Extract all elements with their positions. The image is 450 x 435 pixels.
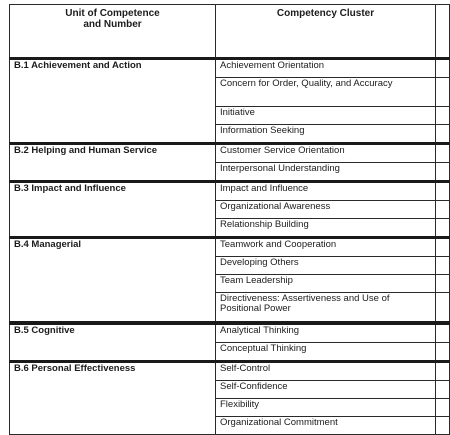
extra-cell — [436, 417, 450, 435]
cluster-cell: Team Leadership — [216, 275, 436, 293]
extra-cell — [436, 78, 450, 107]
extra-cell — [436, 399, 450, 417]
table-row — [10, 59, 450, 78]
extra-column-header — [436, 5, 450, 59]
unit-group-b6 — [10, 362, 450, 435]
cluster-cell: Teamwork and Cooperation — [216, 238, 436, 257]
table-row — [10, 323, 450, 343]
extra-cell — [436, 362, 450, 381]
cluster-cell: Customer Service Orientation — [216, 144, 436, 163]
unit-cell: B.1 Achievement and Action — [10, 59, 216, 144]
unit-header-line-2: and Number — [83, 19, 142, 30]
unit-cell: B.6 Personal Effectiveness — [10, 362, 216, 435]
cluster-cell: Directiveness: Assertiveness and Use of Positional Power — [216, 293, 436, 324]
unit-group-b4 — [10, 238, 450, 324]
cluster-cell: Self-Control — [216, 362, 436, 381]
cluster-cell: Self-Confidence — [216, 381, 436, 399]
extra-cell — [436, 182, 450, 201]
extra-cell — [436, 293, 450, 324]
cluster-cell: Information Seeking — [216, 125, 436, 144]
extra-cell — [436, 107, 450, 125]
table-row — [10, 362, 450, 381]
table-header — [10, 5, 450, 59]
unit-column-header — [10, 5, 216, 59]
table-row — [10, 144, 450, 163]
cluster-cell: Relationship Building — [216, 219, 436, 238]
cluster-cell: Conceptual Thinking — [216, 343, 436, 362]
unit-group-b1 — [10, 59, 450, 144]
cluster-cell: Analytical Thinking — [216, 323, 436, 343]
unit-cell: B.2 Helping and Human Service — [10, 144, 216, 182]
extra-cell — [436, 144, 450, 163]
extra-cell — [436, 257, 450, 275]
unit-cell: B.3 Impact and Influence — [10, 182, 216, 238]
cluster-cell: Organizational Awareness — [216, 201, 436, 219]
cluster-cell: Organizational Commitment — [216, 417, 436, 435]
table-row — [10, 238, 450, 257]
unit-header-line-1: Unit of Competence — [65, 8, 160, 19]
unit-cell: B.4 Managerial — [10, 238, 216, 324]
extra-cell — [436, 59, 450, 78]
extra-cell — [436, 163, 450, 182]
cluster-cell: Achievement Orientation — [216, 59, 436, 78]
extra-cell — [436, 323, 450, 343]
extra-cell — [436, 201, 450, 219]
extra-cell — [436, 275, 450, 293]
competency-table — [9, 4, 450, 435]
header-row — [10, 5, 450, 59]
cluster-cell: Developing Others — [216, 257, 436, 275]
cluster-cell: Initiative — [216, 107, 436, 125]
table-row — [10, 182, 450, 201]
extra-cell — [436, 125, 450, 144]
cluster-cell: Interpersonal Understanding — [216, 163, 436, 182]
unit-cell: B.5 Cognitive — [10, 323, 216, 362]
cluster-cell: Concern for Order, Quality, and Accuracy — [216, 78, 436, 107]
cluster-cell: Flexibility — [216, 399, 436, 417]
extra-cell — [436, 381, 450, 399]
unit-group-b5 — [10, 323, 450, 362]
unit-group-b3 — [10, 182, 450, 238]
extra-cell — [436, 343, 450, 362]
extra-cell — [436, 219, 450, 238]
cluster-cell: Impact and Influence — [216, 182, 436, 201]
unit-group-b2 — [10, 144, 450, 182]
extra-cell — [436, 238, 450, 257]
cluster-column-header: Competency Cluster — [216, 5, 436, 59]
